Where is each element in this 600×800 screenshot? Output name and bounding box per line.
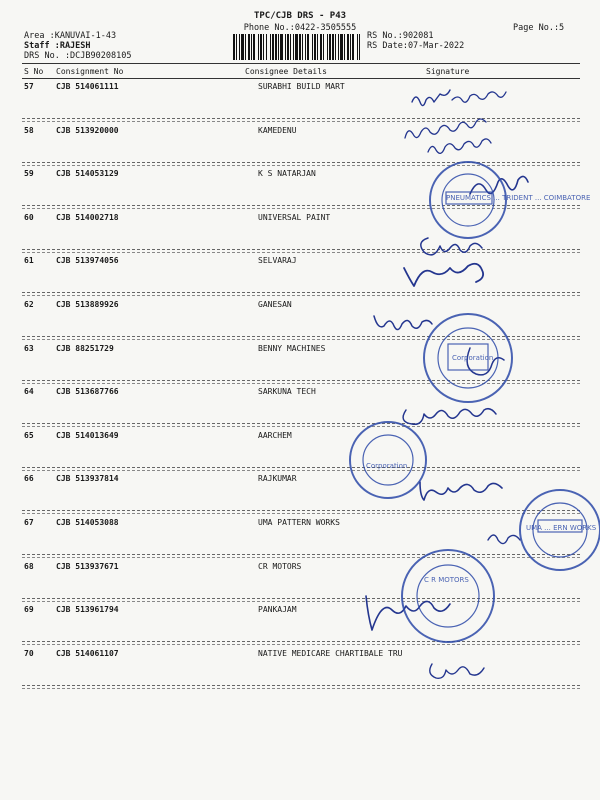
consignee-name: SURABHI BUILD MART (258, 82, 345, 91)
barcode-bar (299, 34, 301, 60)
row-divider (22, 423, 580, 424)
serial-number: 67 (24, 518, 34, 527)
consignee-name: UNIVERSAL PAINT (258, 212, 331, 222)
consignee-name: PANKAJAM (258, 605, 297, 615)
header-rule (22, 63, 580, 64)
consignee-name: NATIVE MEDICARE CHARTIBALE TRU (258, 648, 403, 658)
barcode-bar (239, 34, 240, 60)
barcode-bar (272, 34, 274, 60)
barcode-bar (338, 34, 339, 60)
rs-number: RS No.:902081 (367, 31, 434, 41)
barcode-bar (290, 34, 291, 60)
consignment-number: CJB 514053088 (56, 518, 119, 527)
table-row (0, 562, 600, 605)
serial-number: 64 (24, 387, 34, 397)
row-divider (22, 339, 580, 340)
table-row (0, 431, 600, 474)
barcode-bar (350, 34, 351, 60)
consignment-number: CJB 514002718 (56, 212, 119, 222)
stamp-label: PNEUMATICS ... TRIDENT ... COIMBATORE (446, 194, 591, 202)
consignment-number: CJB 513974056 (56, 256, 119, 266)
consignee-name: CR MOTORS (258, 561, 302, 571)
consignment-number: CJB 513937814 (56, 474, 119, 484)
barcode-bar (295, 34, 298, 60)
barcode-bar (302, 34, 303, 60)
barcode-bar (340, 34, 343, 60)
row-divider (22, 644, 580, 645)
table-row (0, 169, 600, 212)
row-divider (22, 554, 580, 555)
table-row (0, 256, 600, 299)
barcode-bar (258, 34, 259, 60)
barcode-bar (253, 34, 255, 60)
row-divider (22, 162, 580, 163)
row-divider (22, 510, 580, 511)
serial-number: 63 (24, 343, 34, 353)
barcode-bar (312, 34, 313, 60)
barcode-bar (263, 34, 264, 60)
col-header-signature: Signature (426, 67, 470, 76)
serial-number: 61 (24, 256, 34, 266)
row-divider (22, 598, 580, 599)
table-row (0, 213, 600, 256)
barcode-bar (329, 34, 331, 60)
row-divider (22, 249, 580, 250)
consignment-number: CJB 88251729 (56, 343, 114, 353)
barcode-bar (251, 34, 252, 60)
barcode-bar (314, 34, 316, 60)
phone-number: Phone No.:0422-3505555 (243, 23, 357, 33)
drs-number: DRS No. :DCJB90208105 (24, 51, 132, 61)
barcode-bar (241, 34, 244, 60)
row-divider (22, 685, 580, 686)
staff-field: Staff :RAJESH (24, 41, 91, 51)
col-header-sno: S No (24, 67, 44, 76)
barcode-bar (278, 34, 279, 60)
barcode-bar (260, 34, 262, 60)
consignee-name: RAJKUMAR (258, 474, 297, 484)
stamp-label: C R MOTORS (424, 576, 469, 584)
serial-number: 58 (24, 125, 34, 135)
table-row (0, 387, 600, 430)
table-row (0, 605, 600, 648)
table-row (0, 300, 600, 343)
barcode-bar (248, 34, 250, 60)
consignee-name: KAMEDENU (258, 125, 297, 135)
consignment-number: CJB 514013649 (56, 430, 119, 440)
serial-number: 57 (24, 82, 34, 91)
row-divider (22, 292, 580, 293)
barcode-bar (285, 34, 286, 60)
consignment-number: CJB 513687766 (56, 387, 119, 397)
barcode-bar (307, 34, 309, 60)
consignee-name: K S NATARJAN (258, 169, 316, 179)
barcode-bar (344, 34, 345, 60)
row-divider (22, 513, 580, 514)
row-divider (22, 118, 580, 119)
barcode-bar (293, 34, 294, 60)
serial-number: 62 (24, 300, 34, 309)
consignee-name: BENNY MACHINES (258, 343, 326, 353)
row-divider (22, 295, 580, 296)
table-row (0, 649, 600, 692)
barcode-bar (287, 34, 289, 60)
row-divider (22, 557, 580, 558)
barcode-bar (270, 34, 271, 60)
col-header-consignment: Consignment No (56, 67, 124, 76)
table-row (0, 126, 600, 169)
row-divider (22, 383, 580, 384)
barcode-bar (233, 34, 235, 60)
serial-number: 59 (24, 169, 34, 179)
consignee-name: SELVARAJ (258, 256, 297, 266)
consignee-name: SARKUNA TECH (258, 387, 316, 397)
consignee-name: GANESAN (258, 300, 292, 309)
row-divider (22, 380, 580, 381)
stamp-label: Corporation (452, 354, 494, 362)
serial-number: 69 (24, 605, 34, 615)
barcode-bar (280, 34, 283, 60)
row-divider (22, 252, 580, 253)
barcode-bar (335, 34, 336, 60)
barcode-bar (327, 34, 328, 60)
serial-number: 70 (24, 648, 34, 658)
table-row (0, 518, 600, 561)
consignment-number: CJB 514061107 (56, 648, 119, 658)
consignment-number: CJB 514053129 (56, 169, 119, 179)
barcode-bar (352, 34, 354, 60)
barcode-bar (332, 34, 334, 60)
row-divider (22, 121, 580, 122)
table-row (0, 474, 600, 517)
page-number: Page No.:5 (513, 23, 565, 33)
consignment-number: CJB 513937671 (56, 561, 119, 571)
barcode-bar (357, 34, 358, 60)
barcode-bar (236, 34, 237, 60)
stamp-label: Corporation (366, 462, 408, 470)
barcode (233, 34, 360, 60)
serial-number: 68 (24, 561, 34, 571)
row-divider (22, 467, 580, 468)
barcode-bar (317, 34, 318, 60)
row-divider (22, 470, 580, 471)
row-divider (22, 165, 580, 166)
stamp-label: UMA ... ERN WORKS (526, 524, 597, 532)
row-divider (22, 208, 580, 209)
consignment-number: CJB 513961794 (56, 605, 119, 615)
barcode-bar (359, 34, 360, 60)
table-row (0, 82, 600, 125)
consignment-number: CJB 514061111 (56, 82, 119, 91)
consignment-number: CJB 513889926 (56, 300, 119, 309)
column-header-rule (22, 78, 580, 79)
barcode-bar (275, 34, 277, 60)
area-field: Area :KANUVAI-1-43 (24, 31, 117, 41)
col-header-consignee: Consignee Details (245, 67, 327, 76)
row-divider (22, 336, 580, 337)
row-divider (22, 641, 580, 642)
row-divider (22, 426, 580, 427)
row-divider (22, 205, 580, 206)
rs-date: RS Date:07-Mar-2022 (367, 41, 465, 51)
barcode-bar (245, 34, 246, 60)
serial-number: 60 (24, 212, 34, 222)
row-divider (22, 688, 580, 689)
barcode-bar (266, 34, 267, 60)
consignment-number: CJB 513920000 (56, 125, 119, 135)
consignee-name: AARCHEM (258, 430, 292, 440)
document-title: TPC/CJB DRS - P43 (253, 11, 347, 21)
table-row (0, 344, 600, 387)
row-divider (22, 601, 580, 602)
serial-number: 66 (24, 474, 34, 484)
consignee-name: UMA PATTERN WORKS (258, 518, 340, 527)
barcode-bar (305, 34, 306, 60)
barcode-bar (347, 34, 349, 60)
barcode-bar (320, 34, 322, 60)
barcode-bar (323, 34, 324, 60)
serial-number: 65 (24, 430, 34, 440)
